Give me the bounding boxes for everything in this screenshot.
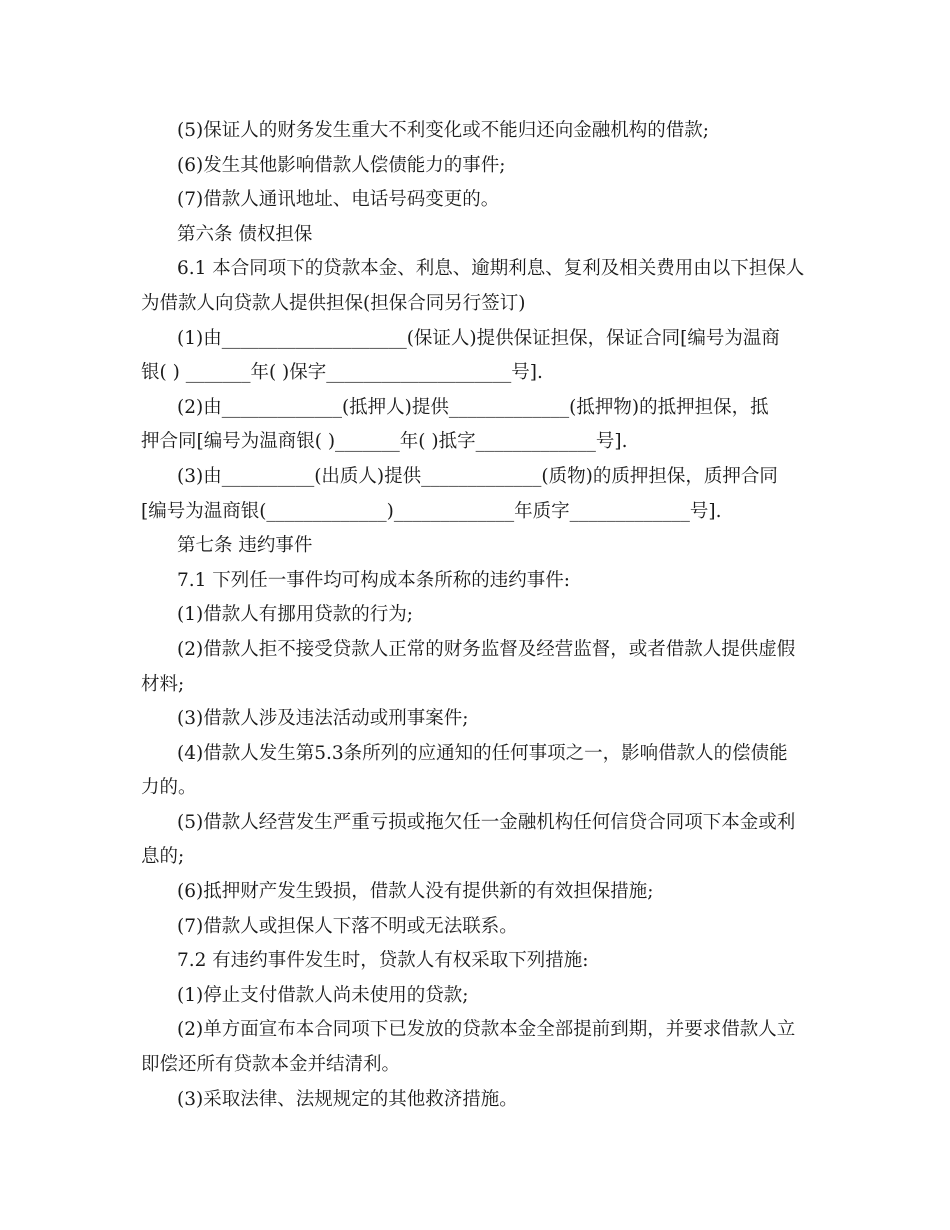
paragraph-line: [编号为温商银(_____________)_____________年质字_____________号]. — [141, 500, 722, 522]
paragraph-line: 6.1 本合同项下的贷款本金、利息、逾期利息、复利及相关费用由以下担保人 — [177, 258, 805, 280]
paragraph-line: 为借款人向贷款人提供担保(担保合同另行签订) — [141, 292, 526, 314]
paragraph-line: (3)借款人涉及违法活动或刑事案件; — [177, 708, 469, 730]
paragraph-line: (1)由____________________(保证人)提供保证担保，保证合同[编号为温商 — [177, 327, 780, 349]
paragraph-line: (2)借款人拒不接受贷款人正常的财务监督及经营监督，或者借款人提供虚假 — [177, 638, 796, 660]
paragraph-line: 第七条 违约事件 — [177, 535, 313, 557]
paragraph-line: 7.2 有违约事件发生时，贷款人有权采取下列措施: — [177, 950, 589, 972]
paragraph-line: (2)单方面宣布本合同项下已发放的贷款本金全部提前到期，并要求借款人立 — [177, 1019, 796, 1041]
paragraph-line: 即偿还所有贷款本金并结清利。 — [141, 1054, 401, 1076]
paragraph-line: 押合同[编号为温商银( )_______年( )抵字_____________号]. — [141, 431, 628, 453]
paragraph-line: (7)借款人通讯地址、电话号码变更的。 — [177, 189, 500, 211]
paragraph-line: (2)由_____________(抵押人)提供_____________(抵押物)的抵押担保，抵 — [177, 396, 769, 418]
paragraph-line: (1)停止支付借款人尚未使用的贷款; — [177, 984, 469, 1006]
paragraph-line: 第六条 债权担保 — [177, 223, 313, 245]
paragraph-line: (1)借款人有挪用贷款的行为; — [177, 604, 413, 626]
paragraph-line: (5)借款人经营发生严重亏损或拖欠任一金融机构任何信贷合同项下本金或利 — [177, 811, 796, 833]
paragraph-line: (7)借款人或担保人下落不明或无法联系。 — [177, 915, 518, 937]
paragraph-line: (4)借款人发生第5.3条所列的应通知的任何事项之一，影响借款人的偿债能 — [177, 742, 788, 764]
paragraph-line: 7.1 下列任一事件均可构成本条所称的违约事件: — [177, 569, 571, 591]
contract-body — [141, 114, 813, 1117]
paragraph-line: (6)发生其他影响借款人偿债能力的事件; — [177, 154, 506, 176]
paragraph-line: (5)保证人的财务发生重大不利变化或不能归还向金融机构的借款; — [177, 120, 709, 141]
paragraph-line: (3)由__________(出质人)提供_____________(质物)的质押担保，质押合同 — [177, 465, 778, 487]
paragraph-line: 息的; — [141, 846, 185, 868]
paragraph-line: 银( ) _______年( )保字____________________号]. — [141, 362, 543, 384]
paragraph-line: 材料; — [141, 673, 185, 695]
paragraph-line: (6)抵押财产发生毁损，借款人没有提供新的有效担保措施; — [177, 881, 654, 903]
paragraph-line: (3)采取法律、法规规定的其他救济措施。 — [177, 1088, 518, 1110]
paragraph-line: 力的。 — [141, 777, 197, 799]
